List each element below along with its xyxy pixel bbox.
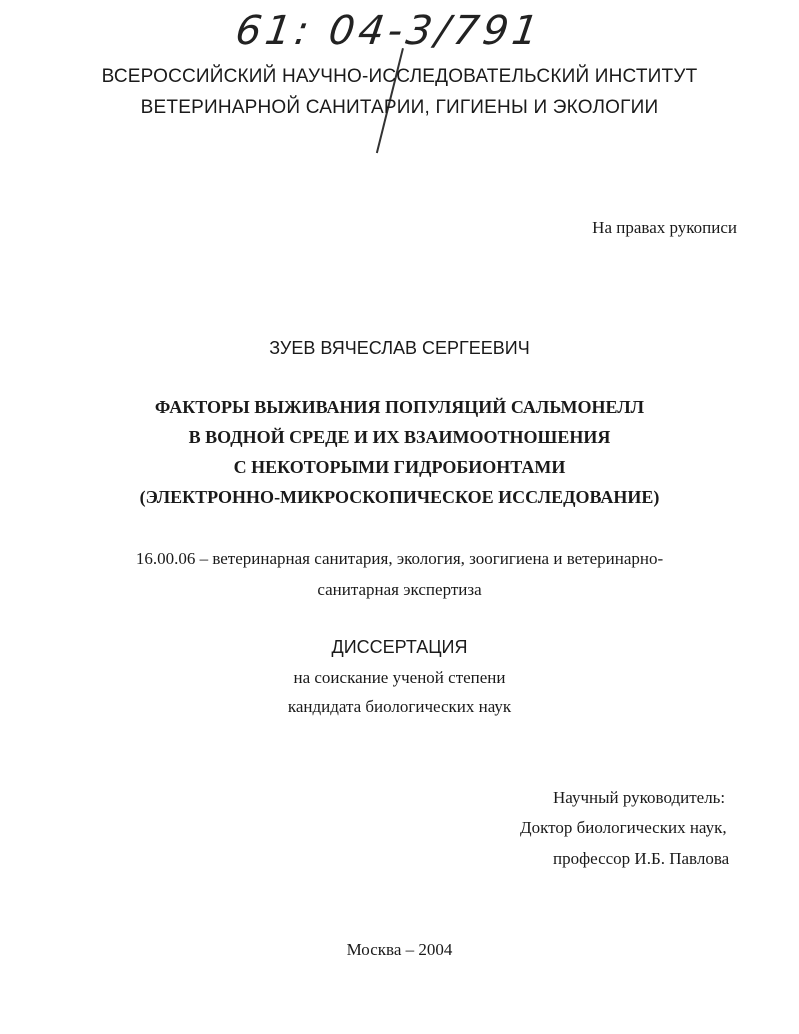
author-name: ЗУЕВ ВЯЧЕСЛАВ СЕРГЕЕВИЧ	[269, 338, 530, 358]
specialty-line1: 16.00.06 – ветеринарная санитария, экология, зоогигиена и ветеринарно-	[135, 549, 664, 568]
institute-name-line1: ВСЕРОССИЙСКИЙ НАУЧНО-ИССЛЕДОВАТЕЛЬСКИЙ ИНСТИТУТ	[101, 66, 698, 87]
dissertation-heading: ДИССЕРТАЦИЯ	[331, 637, 468, 657]
thesis-title-line3: С НЕКОТОРЫМИ ГИДРОБИОНТАМИ	[233, 457, 566, 477]
degree-line1: на соискание ученой степени	[293, 668, 506, 687]
thesis-title-line1: ФАКТОРЫ ВЫЖИВАНИЯ ПОПУЛЯЦИЙ САЛЬМОНЕЛЛ	[154, 397, 645, 417]
place-and-year: Москва – 2004	[346, 940, 453, 959]
handwritten-catalog-number: 61: 04-3/791	[232, 8, 545, 54]
supervisor-degree: Доктор биологических наук,	[520, 818, 727, 837]
institute-name-line2: ВЕТЕРИНАРНОЙ САНИТАРИИ, ГИГИЕНЫ И ЭКОЛОГИИ	[140, 97, 659, 118]
supervisor-name: профессор И.Б. Павлова	[553, 849, 730, 868]
supervisor-label: Научный руководитель:	[553, 788, 726, 807]
thesis-title-line4: (ЭЛЕКТРОННО-МИКРОСКОПИЧЕСКОЕ ИССЛЕДОВАНИЕ)	[139, 487, 660, 507]
degree-line2: кандидата биологических наук	[287, 697, 512, 716]
thesis-title-line2: В ВОДНОЙ СРЕДЕ И ИХ ВЗАИМООТНОШЕНИЯ	[188, 427, 611, 447]
rights-note: На правах рукописи	[592, 218, 737, 237]
specialty-line2: санитарная экспертиза	[317, 580, 482, 599]
